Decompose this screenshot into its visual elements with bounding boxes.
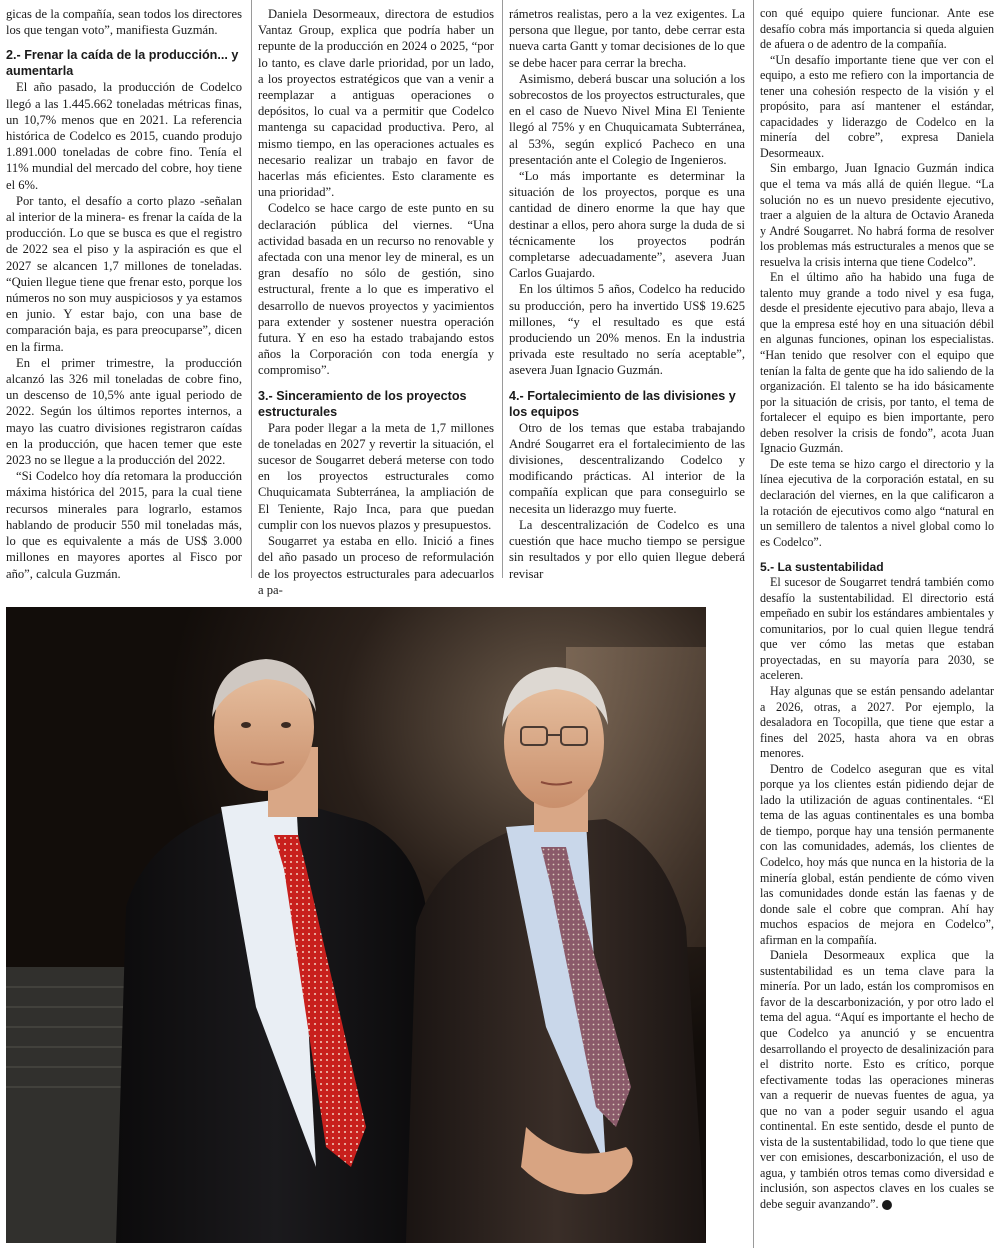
paragraph: El sucesor de Sougarret tendrá también como desafío la sustentabilidad. El directorio está empeñado en subir los estándares ambientales y comunitarios, por lo cual quien llegue tendrá que ver cómo las metas que estaban proyectadas, en su mayoría para 2030, se aceleren. xyxy=(760,575,994,683)
paragraph: En el primer trimestre, la producción alcanzó las 326 mil toneladas de cobre fino, un descenso de 10,5% ante igual periodo de 2022. Según los últimos reportes internos, a mayo las cuatro divisiones registraron caídas en la producción, que hacen temer que este 2023 no se llegue a la producción del 2022. xyxy=(6,355,242,468)
end-of-article-icon: P xyxy=(882,1200,892,1210)
paragraph: Otro de los temas que estaba trabajando André Sougarret era el fortalecimiento de las divisiones, descentralizando Codelco y modificando prácticas. Al interior de la compañía explican que para conseguirlo se necesita un liderazgo muy fuerte. xyxy=(509,420,745,516)
paragraph: Sougarret ya estaba en ello. Inició a fines del año pasado un proceso de reformulación de los proyectos estructurales para adecuarlos a pa- xyxy=(258,534,494,597)
paragraph: Daniela Desormeaux explica que la sustentabilidad es un tema clave para la minería. Por un lado, están los compromisos en favor de la descarbonización, y por otro lado el tema del agua. “Aquí es importante el hecho de que Codelco ya anunció y se encuentra desarrollando el proyecto de desalinización para el distrito norte. Esto es crítico, porque efectivamente todas las operaciones mineras van a requerir de nuevas fuentes de agua, ya que no van a poder seguir usando el agua continental. En este sentido, desde el punto de vista de la sustentabilidad, todo lo que tiene que ver con emisiones, descarbonización, el uso de agua, y también otros temas como diversidad e inclusión, son aspectos claves en los cuales se debe seguir avanzando”. P xyxy=(760,948,994,1212)
paragraph: En los últimos 5 años, Codelco ha reducido su producción, pero ha invertido US$ 19.625 millones, “y el resultado es que está produciendo un 20% menos. En la industria privada este resultado no sería aceptable”, asevera Juan Ignacio Guzmán. xyxy=(509,282,745,378)
paragraph: De este tema se hizo cargo el directorio y la línea ejecutiva de la corporación estatal, en su declaración del viernes, en la que calificaron a la rotación de ejecutivos como algo “natural en un semillero de talentos a nivel global como lo es Codelco”. xyxy=(760,456,994,549)
paragraph: Sin embargo, Juan Ignacio Guzmán indica que el tema va más allá de quién llegue. “La solución no es un nuevo presidente ejecutivo, traer a alguien de la altura de Octavio Araneda y André Sougarret. No habrá forma de resolver los problemas más estructurales a menos que se resuelva la crisis interna que tiene Codelco”. xyxy=(760,161,994,269)
paragraph: “Un desafío importante tiene que ver con el equipo, a esto me refiero con la importancia de tener una cohesión respecto de la visión y el propósito, para así mantener el estándar, capacidades y liderazgo de Codelco en la minería del cobre”, expresa Daniela Desormeaux. xyxy=(760,52,994,160)
paragraph: Por tanto, el desafío a corto plazo -señalan al interior de la minera- es frenar la caída de la producción. Lo que se busca es que el registro de 2022 sea el piso y la aspiración es que el 2027 se alcancen 1,7 millones de toneladas. “Quien llegue tiene que frenar esto, porque los números no son muy auspiciosos y ya estamos en junio. Y estar bajo, con una base de comparación baja, es para preocuparse”, dicen en la firma. xyxy=(6,193,242,354)
paragraph: La descentralización de Codelco es una cuestión que hace mucho tiempo se persigue sin resultados y por ello quien llegue deberá revisar xyxy=(509,517,745,581)
section-heading-3: 3.- Sinceramiento de los proyectos estructurales xyxy=(258,388,467,419)
paragraph: El año pasado, la producción de Codelco llegó a las 1.445.662 toneladas métricas finas, un 10,7% menos que en 2021. La referencia histórica de Codelco es 2015, cuando produjo 1.891.000 toneladas de cobre fino. Tenía el 11% mundial del mercado del cobre, hoy tiene el 6%. xyxy=(6,80,242,192)
paragraph: Asimismo, deberá buscar una solución a los sobrecostos de los proyectos estructurales, que en el caso de Nuevo Nivel Mina El Teniente llegó al 75% y en Chuquicamata Subterránea, al 53%, según explicó Pacheco en una presentación ante el Colegio de Ingenieros. xyxy=(509,71,745,167)
article-photo xyxy=(6,607,706,1243)
paragraph: Codelco se hace cargo de este punto en su declaración pública del viernes. “Una actividad basada en un recurso no renovable y afectada con una menor ley de mineral, es un gran desafío no sólo de gestión, sino estructural, frente a lo que es imperativo el desarrollo de nuevos proyectos y yacimientos para extender y sostener nuestra operación futura. Y en eso ha estado trabajando estos años la Corporación con toda energía y compromiso”. xyxy=(258,201,494,378)
paragraph: Para poder llegar a la meta de 1,7 millones de toneladas en 2027 y revertir la situación, el sucesor de Sougarret deberá meterse con todo en los proyectos estructurales como Chuquicamata Subterránea, la ampliación de El Teniente, Rajo Inca, para que puedan cumplir con los nuevos plazos y presupuestos. xyxy=(258,420,494,532)
column-divider-1 xyxy=(251,0,252,578)
paragraph: “Si Codelco hoy día retomara la producción máxima histórica del 2015, para la cual tiene recursos minerales para lograrlo, estamos hablando de producir 550 mil toneladas más, lo que es equivalente a más de US$ 3.000 millones en mayores aportes al Fisco por año”, calcula Guzmán. xyxy=(6,469,242,581)
paragraph: Daniela Desormeaux, directora de estudios Vantaz Group, explica que podría haber un repunte de la producción en 2024 o 2025, “por lo tanto, es clave darle prioridad, por un lado, a los proyectos estratégicos que van a venir a reemplazar a antiguas operaciones o depósitos, lo cual va a permitir que Codelco mantenga su capacidad productiva. Pero, al mismo tiempo, en las operaciones actuales es necesario realizar un trabajo en favor de hacerlas más eficientes. Esto claramente es una prioridad”. xyxy=(258,7,494,200)
article-column-2 xyxy=(258,6,494,598)
paragraph: Hay algunas que se están pensando adelantar a 2026, otras, a 2027. Por ejemplo, la desaladora en Tocopilla, que tiene que estar a fines del 2025, hasta ahora va en obras menores. xyxy=(760,683,994,761)
paragraph-lead: gicas de la compañía, sean todos los directores los que tengan voto”, manifiesta Guzmán. xyxy=(6,7,242,38)
paragraph-lead: rámetros realistas, pero a la vez exigentes. La persona que llegue, por tanto, debe cerrar esta nueva carta Gantt y tomar decisiones de lo que se debe hacer para cerrar la brecha. xyxy=(509,7,745,70)
article-column-3 xyxy=(509,6,745,582)
paragraph: “Lo más importante es determinar la situación de los proyectos, porque es una cantidad de dinero enorme la que hay que destinar a ellos, pero ahora surge la duda de si técnicamente los proyectos podrán completarse adecuadamente”, asevera Juan Carlos Guajardo. xyxy=(509,169,745,281)
article-column-4 xyxy=(760,6,994,1213)
paragraph-lead: con qué equipo quiere funcionar. Ante ese desafío cobra más importancia si queda alguien de afuera o de adentro de la compañía. xyxy=(760,6,994,52)
section-heading-2: 2.- Frenar la caída de la producción... y aumentarla xyxy=(6,48,239,79)
section-heading-5: 5.- La sustentabilidad xyxy=(760,560,884,575)
paragraph: Dentro de Codelco aseguran que es vital porque ya los clientes están pidiendo dejar de lado la utilización de aguas continentales. “El tema de las aguas continentales es una bomba de tiempo, porque hay una tensión permanente con las comunidades, además, los clientes de Codelco, hoy más que nunca en la historia de la minería global, están pendiente de cómo viven las comunidades donde están las faenas y de donde sale el cobre que compran. Ahí hay muchos espacios de mejora en Codelco”, afirman en la compañía. xyxy=(760,761,994,947)
article-column-1 xyxy=(6,6,242,582)
column-divider-3 xyxy=(753,0,754,1248)
section-heading-4: 4.- Fortalecimiento de las divisiones y los equipos xyxy=(509,388,736,419)
paragraph: En el último año ha habido una fuga de talento muy grande a todo nivel y esa fuga, desde el presidente ejecutivo para abajo, lleva a que la empresa esté hoy en una situación débil en algunas funciones, opinan los especialistas. “Han tenido que resolver con el equipo que tenían la falta de gente que ha ido saliendo de la organización. El talento se ha ido básicamente por la situación de crisis, por tanto, el tema de fortalecer el equipo es bien importante, pero deben resolver la crisis de fondo”, acota Juan Ignacio Guzmán. xyxy=(760,270,994,456)
column-divider-2 xyxy=(502,0,503,578)
